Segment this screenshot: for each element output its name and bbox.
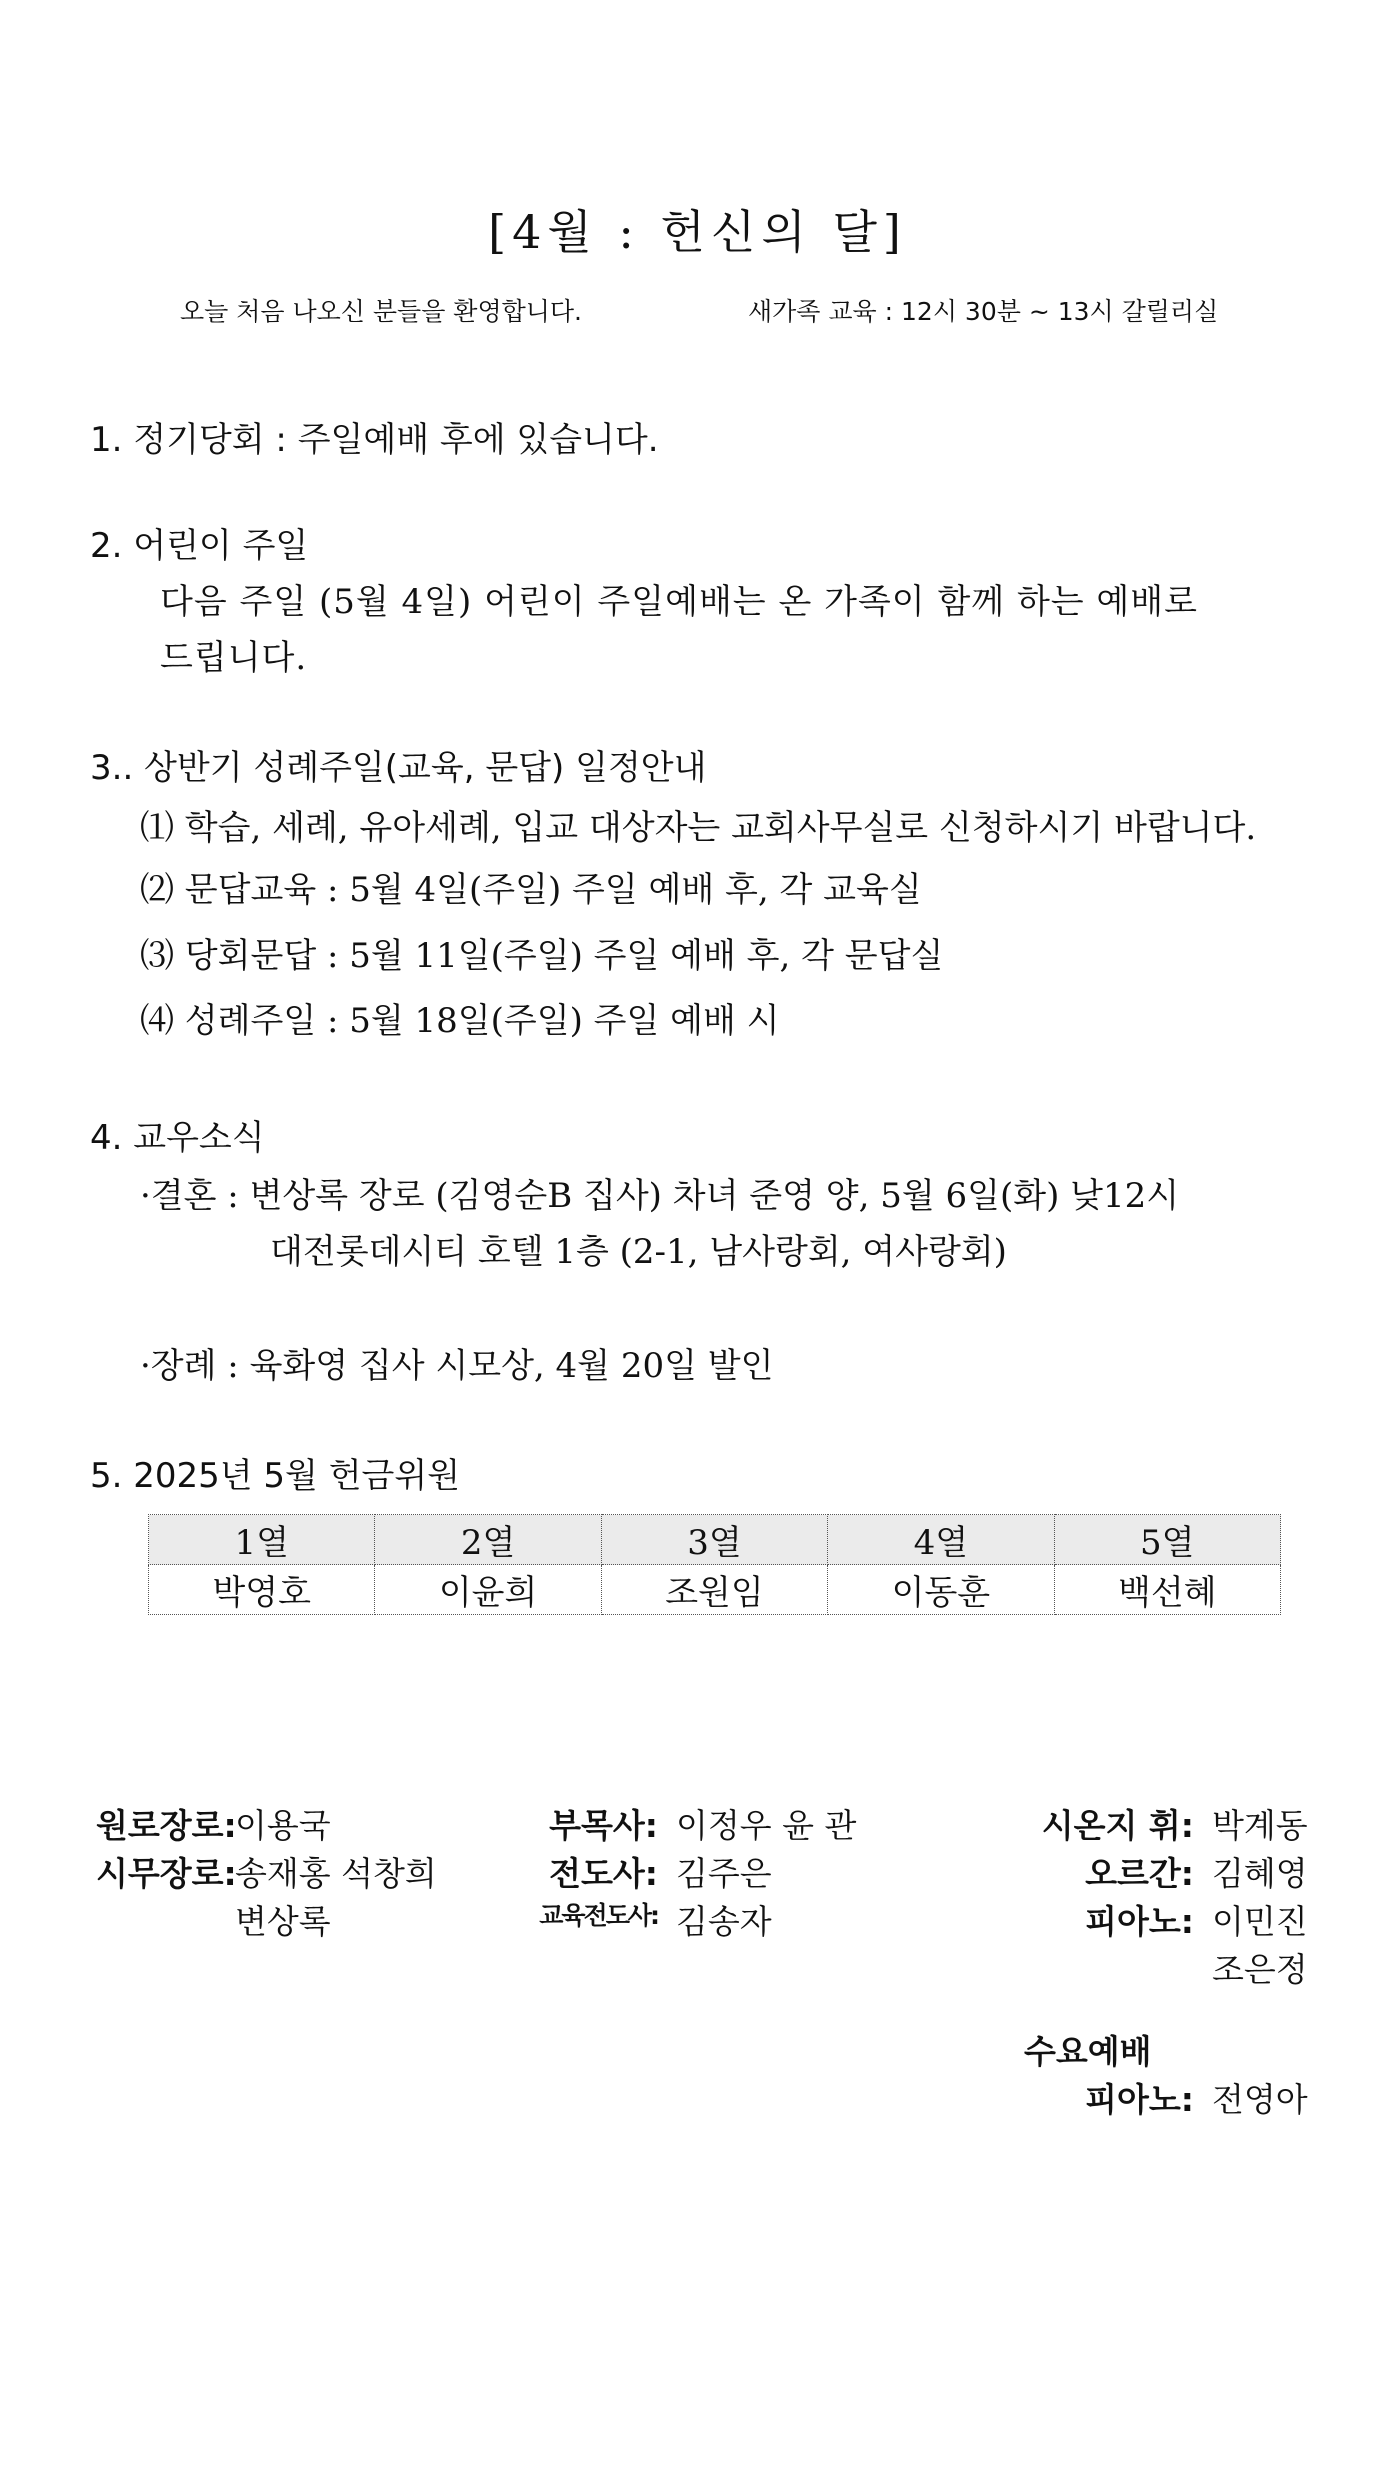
item2-title: 2. 어린이 주일 xyxy=(90,526,309,566)
piano-label: 피아노: xyxy=(1085,1902,1194,1941)
edu-evangelist-name: 김송자 xyxy=(676,1902,772,1941)
item2-line2: 드립니다. xyxy=(160,638,308,678)
conductor-label: 시온지 휘: xyxy=(1041,1806,1194,1845)
elder-emeritus-label: 원로장로: xyxy=(96,1806,237,1845)
organ-name: 김혜영 xyxy=(1212,1854,1308,1893)
table-cell: 이윤희 xyxy=(375,1565,601,1615)
edu-evangelist-label: 교육전도사: xyxy=(539,1901,658,1930)
item3-line1: ⑴ 학습, 세례, 유아세례, 입교 대상자는 교회사무실로 신청하시기 바랍니다. xyxy=(140,808,1257,848)
wednesday-piano-label: 피아노: xyxy=(1085,2080,1194,2119)
table-header-cell: 5열 xyxy=(1054,1515,1280,1565)
table-cell: 백선혜 xyxy=(1054,1565,1280,1615)
evangelist-name: 김주은 xyxy=(676,1854,772,1893)
item5-title: 5. 2025년 5월 헌금위원 xyxy=(90,1456,461,1496)
table-cell: 박영호 xyxy=(149,1565,375,1615)
table-header-cell: 1열 xyxy=(149,1515,375,1565)
item2-line1: 다음 주일 (5월 4일) 어린이 주일예배는 온 가족이 함께 하는 예배로 xyxy=(160,582,1198,622)
table-row xyxy=(149,1565,1281,1615)
piano-name-2: 조은정 xyxy=(1212,1950,1308,1989)
organ-label: 오르간: xyxy=(1085,1854,1194,1893)
assoc-pastor-label: 부목사: xyxy=(549,1806,658,1845)
item3-line4: ⑷ 성례주일 : 5월 18일(주일) 주일 예배 시 xyxy=(140,1001,780,1041)
table-header-cell: 4열 xyxy=(828,1515,1054,1565)
welcome-text: 오늘 처음 나오신 분들을 환영합니다. xyxy=(180,297,582,326)
item3-title: 3.. 상반기 성례주일(교육, 문답) 일정안내 xyxy=(90,748,707,788)
piano-name-1: 이민진 xyxy=(1212,1902,1308,1941)
active-elders-label: 시무장로: xyxy=(96,1854,237,1893)
wedding-line1: ·결혼 : 변상록 장로 (김영순B 집사) 차녀 준영 양, 5월 6일(화) 낮12시 xyxy=(140,1176,1180,1216)
wedding-line2: 대전롯데시티 호텔 1층 (2-1, 남사랑회, 여사랑회) xyxy=(270,1232,1007,1272)
item1-title: 1. 정기당회 : 주일예배 후에 있습니다. xyxy=(90,420,659,460)
offering-committee-table xyxy=(148,1514,1281,1615)
item3-line3: ⑶ 당회문답 : 5월 11일(주일) 주일 예배 후, 각 문답실 xyxy=(140,936,944,976)
item4-title: 4. 교우소식 xyxy=(90,1118,265,1158)
education-text: 새가족 교육 : 12시 30분 ~ 13시 갈릴리실 xyxy=(748,297,1219,326)
funeral-line: ·장례 : 육화영 집사 시모상, 4월 20일 발인 xyxy=(140,1346,774,1386)
active-elders-names-1: 송재홍 석창희 xyxy=(235,1854,437,1893)
wednesday-service-label: 수요예배 xyxy=(1024,2032,1152,2071)
table-cell: 조원임 xyxy=(601,1565,827,1615)
assoc-pastor-names: 이정우 윤 관 xyxy=(676,1806,857,1845)
evangelist-label: 전도사: xyxy=(549,1854,658,1893)
active-elders-names-2: 변상록 xyxy=(235,1902,331,1941)
table-header-row xyxy=(149,1515,1281,1565)
table-header-cell: 3열 xyxy=(601,1515,827,1565)
wednesday-piano-name: 전영아 xyxy=(1212,2080,1308,2119)
table-cell: 이동훈 xyxy=(828,1565,1054,1615)
item3-line2: ⑵ 문답교육 : 5월 4일(주일) 주일 예배 후, 각 교육실 xyxy=(140,870,922,910)
conductor-name: 박계동 xyxy=(1212,1806,1308,1845)
page-title: [4월 : 헌신의 달] xyxy=(488,205,907,259)
elder-emeritus-name: 이용국 xyxy=(235,1806,331,1845)
table-header-cell: 2열 xyxy=(375,1515,601,1565)
